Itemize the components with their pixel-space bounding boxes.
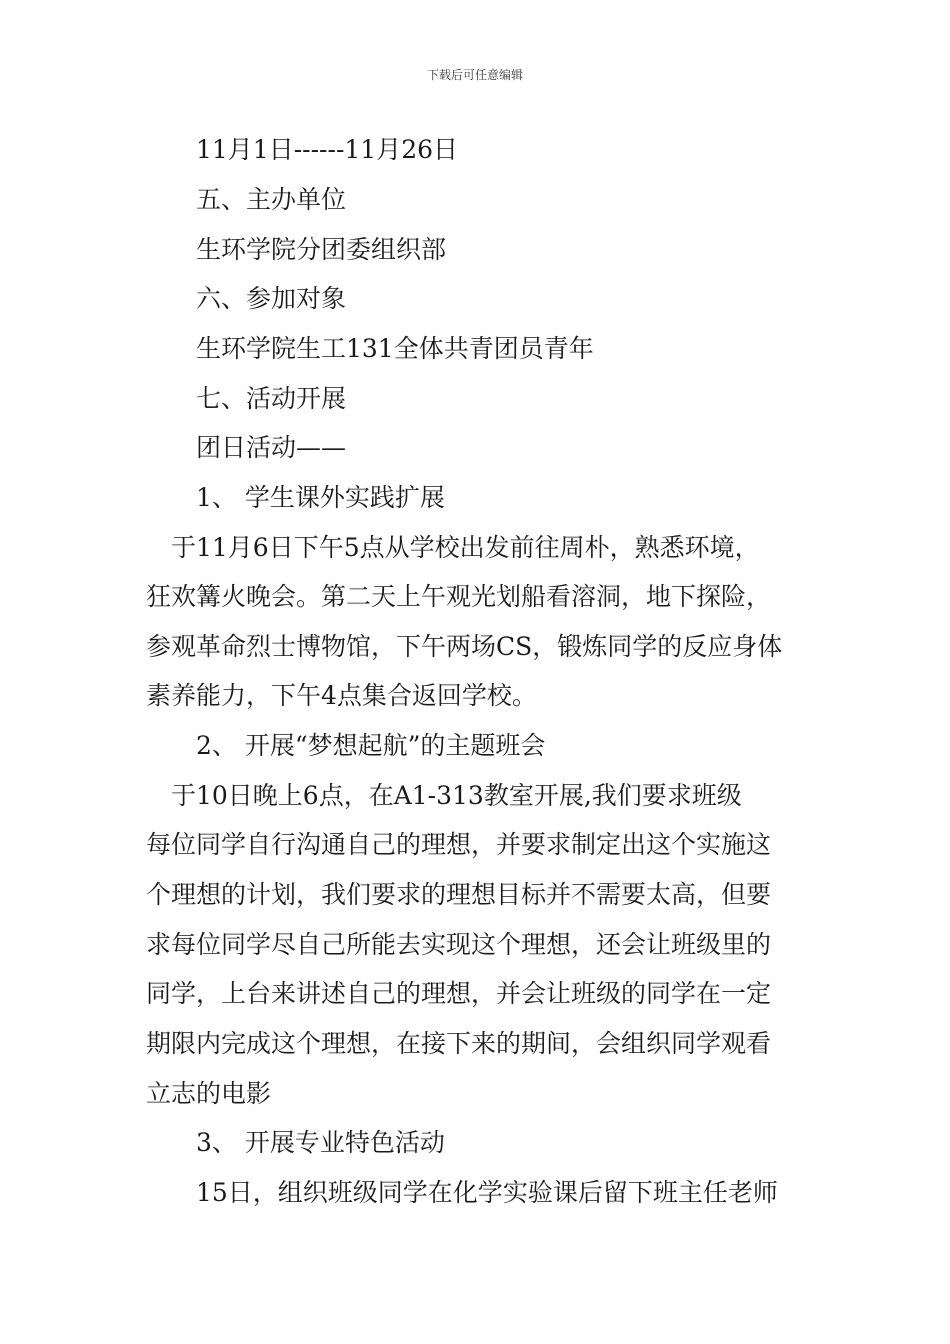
page-header: 下载后可任意编辑 bbox=[426, 68, 523, 82]
item-1-paragraph-line-2: 狂欢篝火晚会。第二天上午观光划船看溶洞，地下探险， bbox=[146, 582, 772, 611]
item-2-paragraph-line-1: 于10日晚上6点，在A1-313教室开展,我们要求班级 bbox=[171, 781, 742, 810]
item-1-paragraph-line-1: 于11月6日下午5点从学校出发前往周朴，熟悉环境， bbox=[171, 533, 760, 562]
item-1-paragraph-line-3: 参观革命烈士博物馆，下午两场CS，锻炼同学的反应身体 bbox=[146, 632, 783, 661]
item-3-paragraph-line-1: 15日，组织班级同学在化学实验课后留下班主任老师 bbox=[196, 1178, 778, 1207]
participants-text: 生环学院生工131全体共青团员青年 bbox=[196, 334, 594, 363]
section-heading-activities: 七、活动开展 bbox=[196, 384, 347, 413]
activities-intro: 团日活动—— bbox=[196, 433, 347, 462]
item-2-paragraph-line-7: 立志的电影 bbox=[146, 1079, 272, 1108]
item-2-paragraph-line-4: 求每位同学尽自己所能去实现这个理想，还会让班级里的 bbox=[146, 930, 772, 959]
item-1-paragraph-line-4: 素养能力，下午4点集合返回学校。 bbox=[146, 681, 537, 710]
item-2-paragraph-line-5: 同学，上台来讲述自己的理想，并会让班级的同学在一定 bbox=[146, 979, 772, 1008]
item-2-paragraph-line-6: 期限内完成这个理想，在接下来的期间，会组织同学观看 bbox=[146, 1029, 772, 1058]
item-2-paragraph-line-3: 个理想的计划，我们要求的理想目标并不需要太高，但要 bbox=[146, 880, 772, 909]
item-1-heading: 1、 学生课外实践扩展 bbox=[196, 483, 445, 512]
section-heading-organizer: 五、主办单位 bbox=[196, 185, 347, 214]
section-heading-participants: 六、参加对象 bbox=[196, 284, 347, 313]
item-2-paragraph-line-2: 每位同学自行沟通自己的理想，并要求制定出这个实施这 bbox=[146, 830, 772, 859]
item-2-heading: 2、 开展“梦想起航”的主题班会 bbox=[196, 731, 546, 760]
date-range-line: 11月1日------11月26日 bbox=[196, 135, 459, 164]
item-3-heading: 3、 开展专业特色活动 bbox=[196, 1128, 445, 1157]
organizer-text: 生环学院分团委组织部 bbox=[196, 235, 447, 264]
